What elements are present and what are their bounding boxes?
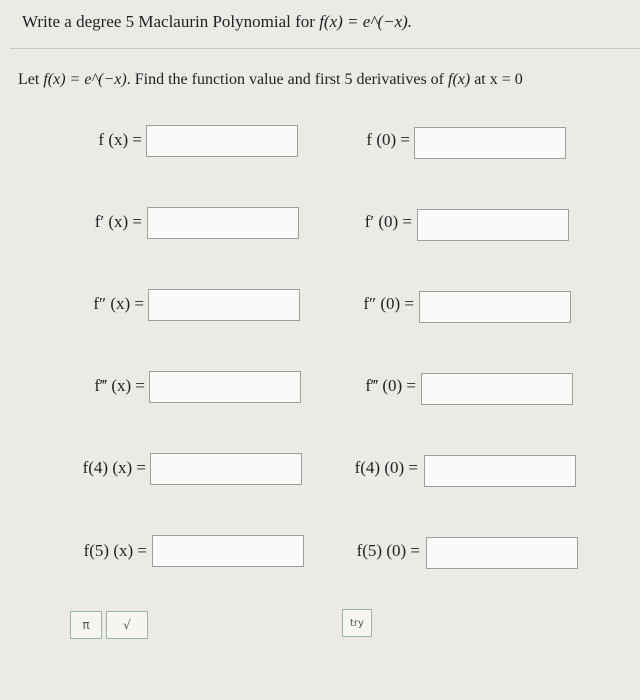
answer-f-0[interactable] bbox=[414, 127, 566, 159]
label-f4-0: f(4) (0) = bbox=[354, 458, 418, 477]
label-f1-0: f′ (0) = bbox=[364, 212, 412, 231]
answer-f4-x[interactable] bbox=[150, 453, 302, 485]
label-f5-x: f(5) (x) = bbox=[83, 541, 147, 560]
instructions-mid: . Find the function value and first 5 derivatives of bbox=[126, 71, 448, 88]
title-text: Write a degree 5 Maclaurin Polynomial for bbox=[22, 12, 320, 31]
title-expression: f(x) = e^(−x). bbox=[319, 12, 413, 31]
answer-f4-0[interactable] bbox=[424, 455, 576, 487]
question-title bbox=[22, 12, 412, 32]
answer-f2-x[interactable] bbox=[148, 289, 300, 321]
label-f-0: f (0) = bbox=[366, 130, 410, 149]
instructions-func2: f(x) bbox=[448, 71, 471, 88]
label-f2-x: f″ (x) = bbox=[93, 294, 144, 313]
label-f3-x: f‴ (x) = bbox=[94, 376, 145, 395]
instructions-tail: at x = 0 bbox=[470, 71, 523, 88]
label-f-x: f (x) = bbox=[98, 130, 142, 149]
divider bbox=[10, 48, 640, 49]
instructions-lead: Let bbox=[18, 71, 44, 88]
label-f2-0: f″ (0) = bbox=[363, 294, 414, 313]
label-f1-x: f′ (x) = bbox=[94, 212, 142, 231]
label-f5-0: f(5) (0) = bbox=[356, 541, 420, 560]
instructions-func: f(x) = e^(−x) bbox=[43, 71, 127, 88]
answer-f3-x[interactable] bbox=[149, 371, 301, 403]
try-button[interactable]: try bbox=[342, 609, 372, 637]
label-f3-0: f‴ (0) = bbox=[365, 376, 416, 395]
instructions bbox=[18, 71, 523, 89]
sqrt-button[interactable]: √ bbox=[106, 611, 148, 639]
answer-f5-0[interactable] bbox=[426, 537, 578, 569]
pi-button[interactable]: π bbox=[70, 611, 102, 639]
answer-f1-x[interactable] bbox=[147, 207, 299, 239]
answer-f3-0[interactable] bbox=[421, 373, 573, 405]
answer-f5-x[interactable] bbox=[152, 535, 304, 567]
answer-f2-0[interactable] bbox=[419, 291, 571, 323]
answer-f1-0[interactable] bbox=[417, 209, 569, 241]
label-f4-x: f(4) (x) = bbox=[82, 458, 146, 477]
answer-f-x[interactable] bbox=[146, 125, 298, 157]
